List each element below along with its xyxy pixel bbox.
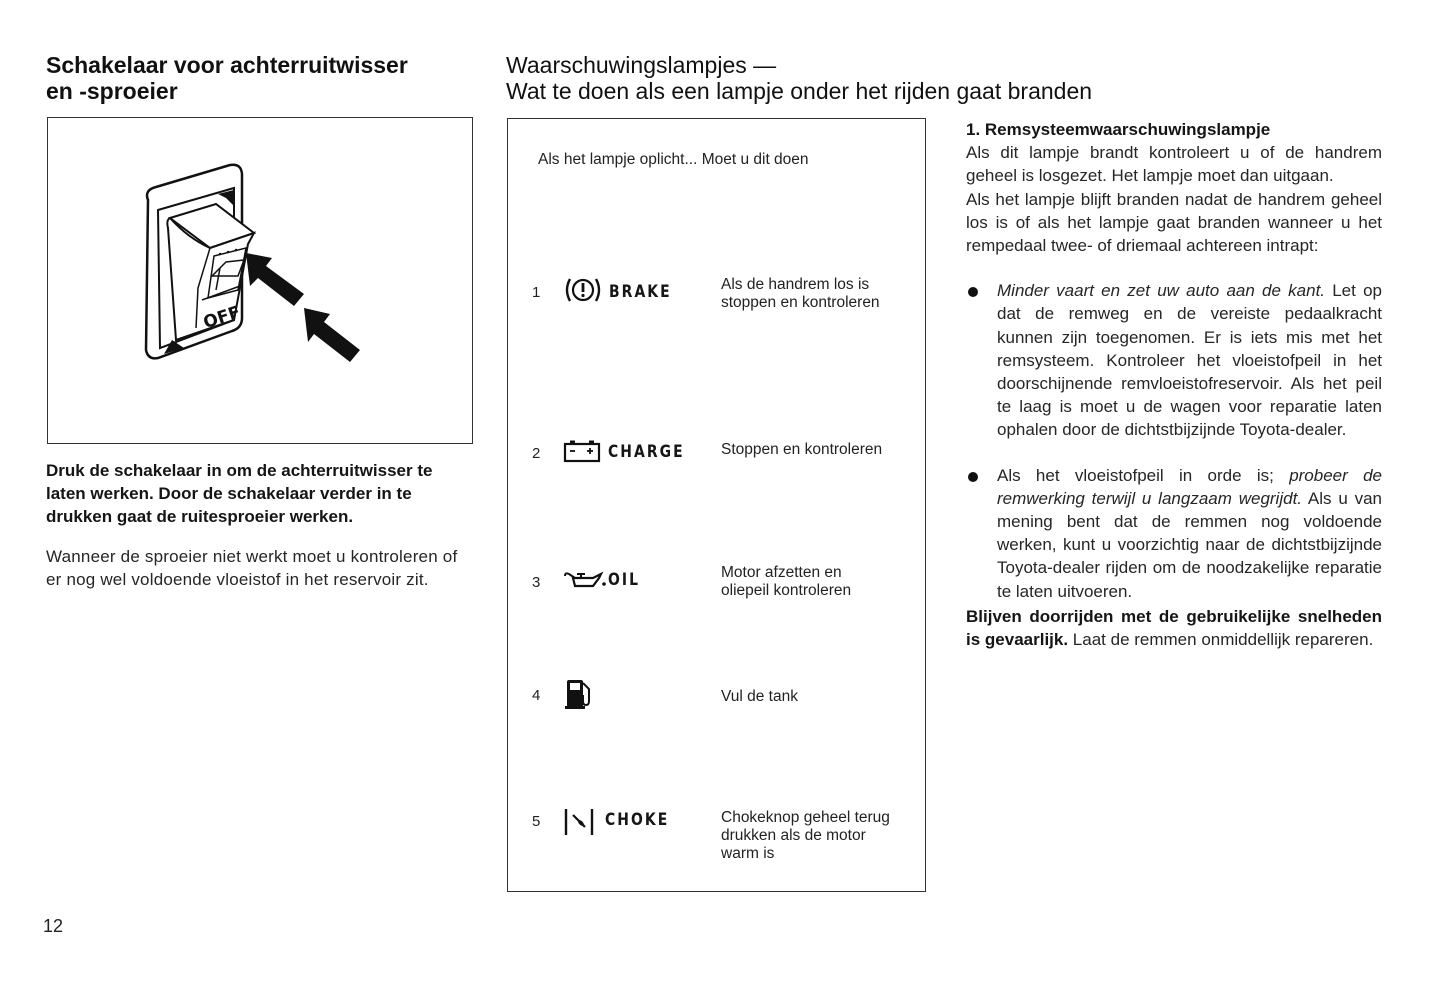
action-line: oliepeil kontroleren bbox=[721, 582, 852, 599]
row-number: 4 bbox=[532, 687, 541, 704]
action-line: stoppen en kontroleren bbox=[721, 294, 880, 311]
warning-text: Laat de remmen onmiddellijk repareren. bbox=[1068, 630, 1374, 650]
row-number: 1 bbox=[532, 284, 541, 301]
lamp-action bbox=[721, 688, 921, 706]
heading-line: Wat te doen als een lampje onder het rijden gaat branden bbox=[506, 78, 1093, 104]
choke-icon bbox=[563, 807, 597, 842]
lamp-label: CHOKE bbox=[605, 810, 670, 830]
bullet-text: Als u van mening bent dat de remmen nog voldoende werken, kunt u voorzichtig naar de dichtstbijzijnde Toyota-dealer rijden om de noodzakelijke reparatie te laten uitvoeren. bbox=[997, 488, 1382, 601]
action-line: Als de handrem los is bbox=[721, 276, 870, 293]
intro-paragraph: Als dit lampje brandt kontroleert u of de handrem geheel is losgezet. Het lampje moet dan uitgaan. bbox=[966, 143, 1382, 186]
heading-line: Schakelaar voor achterruitwisser bbox=[46, 52, 408, 78]
heading-line: Waarschuwingslampjes — bbox=[506, 52, 777, 78]
bullet-text: Let op dat de remweg en de vereiste pedaalkracht kunnen zijn toegenomen. Er is iets mis met het remsysteem. Kontroleer het vloeistofpeil in het doorschijnende remvloeistofreservoir. Als het peil te laag is moet u de wagen voor reparatie laten ophalen door de dichtstbijzijnde Toyota-dealer. bbox=[997, 281, 1382, 440]
instruction-paragraph: Wanneer de sproeier niet werkt moet u kontroleren of er nog wel voldoende vloeistof in het reservoir zit. bbox=[46, 547, 458, 589]
oil-can-icon bbox=[563, 570, 607, 597]
bullet-icon bbox=[968, 472, 978, 482]
warning-light-table bbox=[507, 118, 926, 892]
brake-warning-explanation bbox=[966, 118, 1382, 651]
instruction-bold: Druk de schakelaar in om de achterruitwisser te laten werken. Door de schakelaar verder in te drukken gaat de ruitesproeier werken. bbox=[46, 461, 433, 526]
action-line: Vul de tank bbox=[721, 688, 798, 705]
subsection-title: 1. Remsysteemwaarschuwingslampje bbox=[966, 120, 1271, 139]
action-line: Chokeknop geheel terug bbox=[721, 809, 890, 826]
action-line: Stoppen en kontroleren bbox=[721, 441, 883, 458]
action-line: drukken als de motor bbox=[721, 827, 866, 844]
brake-warning-icon bbox=[563, 276, 603, 309]
arrow-icon bbox=[246, 253, 304, 306]
lamp-label: OIL bbox=[608, 570, 641, 590]
rocker-switch-illustration bbox=[48, 118, 472, 443]
battery-charge-icon bbox=[563, 439, 601, 468]
lamp-action bbox=[721, 276, 921, 312]
bullet-emphasis: Minder vaart en zet uw auto aan de kant. bbox=[997, 281, 1326, 301]
bullet-icon bbox=[968, 287, 978, 297]
lamp-label: BRAKE bbox=[609, 282, 672, 302]
bullet-item bbox=[966, 279, 1382, 441]
section-heading-warning-lights bbox=[506, 52, 1206, 104]
bullet-item bbox=[966, 464, 1382, 603]
lamp-label: CHARGE bbox=[608, 442, 685, 462]
table-header: Als het lampje oplicht... Moet u dit doen bbox=[538, 151, 809, 168]
bullet-emphasis: probeer de remwerking terwijl u langzaam wegrijdt. bbox=[997, 465, 1382, 508]
heading-line: en -sproeier bbox=[46, 78, 178, 104]
page-number: 12 bbox=[43, 916, 64, 936]
bullet-lead: Als het vloeistofpeil in orde is; bbox=[997, 465, 1290, 485]
row-number: 3 bbox=[532, 574, 541, 591]
fuel-pump-icon bbox=[563, 677, 597, 716]
warning-bold: Blijven doorrijden met de gebruikelijke snelheden is gevaarlijk. bbox=[966, 606, 1382, 650]
lamp-action bbox=[721, 809, 921, 863]
lamp-action bbox=[721, 564, 921, 600]
row-number: 5 bbox=[532, 813, 541, 830]
lamp-action bbox=[721, 441, 921, 459]
rear-wiper-switch-figure bbox=[47, 117, 473, 444]
row-number: 2 bbox=[532, 445, 541, 462]
intro-paragraph: Als het lampje blijft branden nadat de handrem geheel los is of als het lampje gaat branden wanneer u het rempedaal twee- of driemaal achtereen intrapt: bbox=[966, 189, 1382, 256]
section-heading-rear-wiper bbox=[46, 52, 486, 104]
action-line: warm is bbox=[721, 845, 775, 862]
action-line: Motor afzetten en bbox=[721, 564, 842, 581]
off-label: OFF bbox=[200, 302, 243, 334]
arrow-icon bbox=[304, 308, 360, 362]
